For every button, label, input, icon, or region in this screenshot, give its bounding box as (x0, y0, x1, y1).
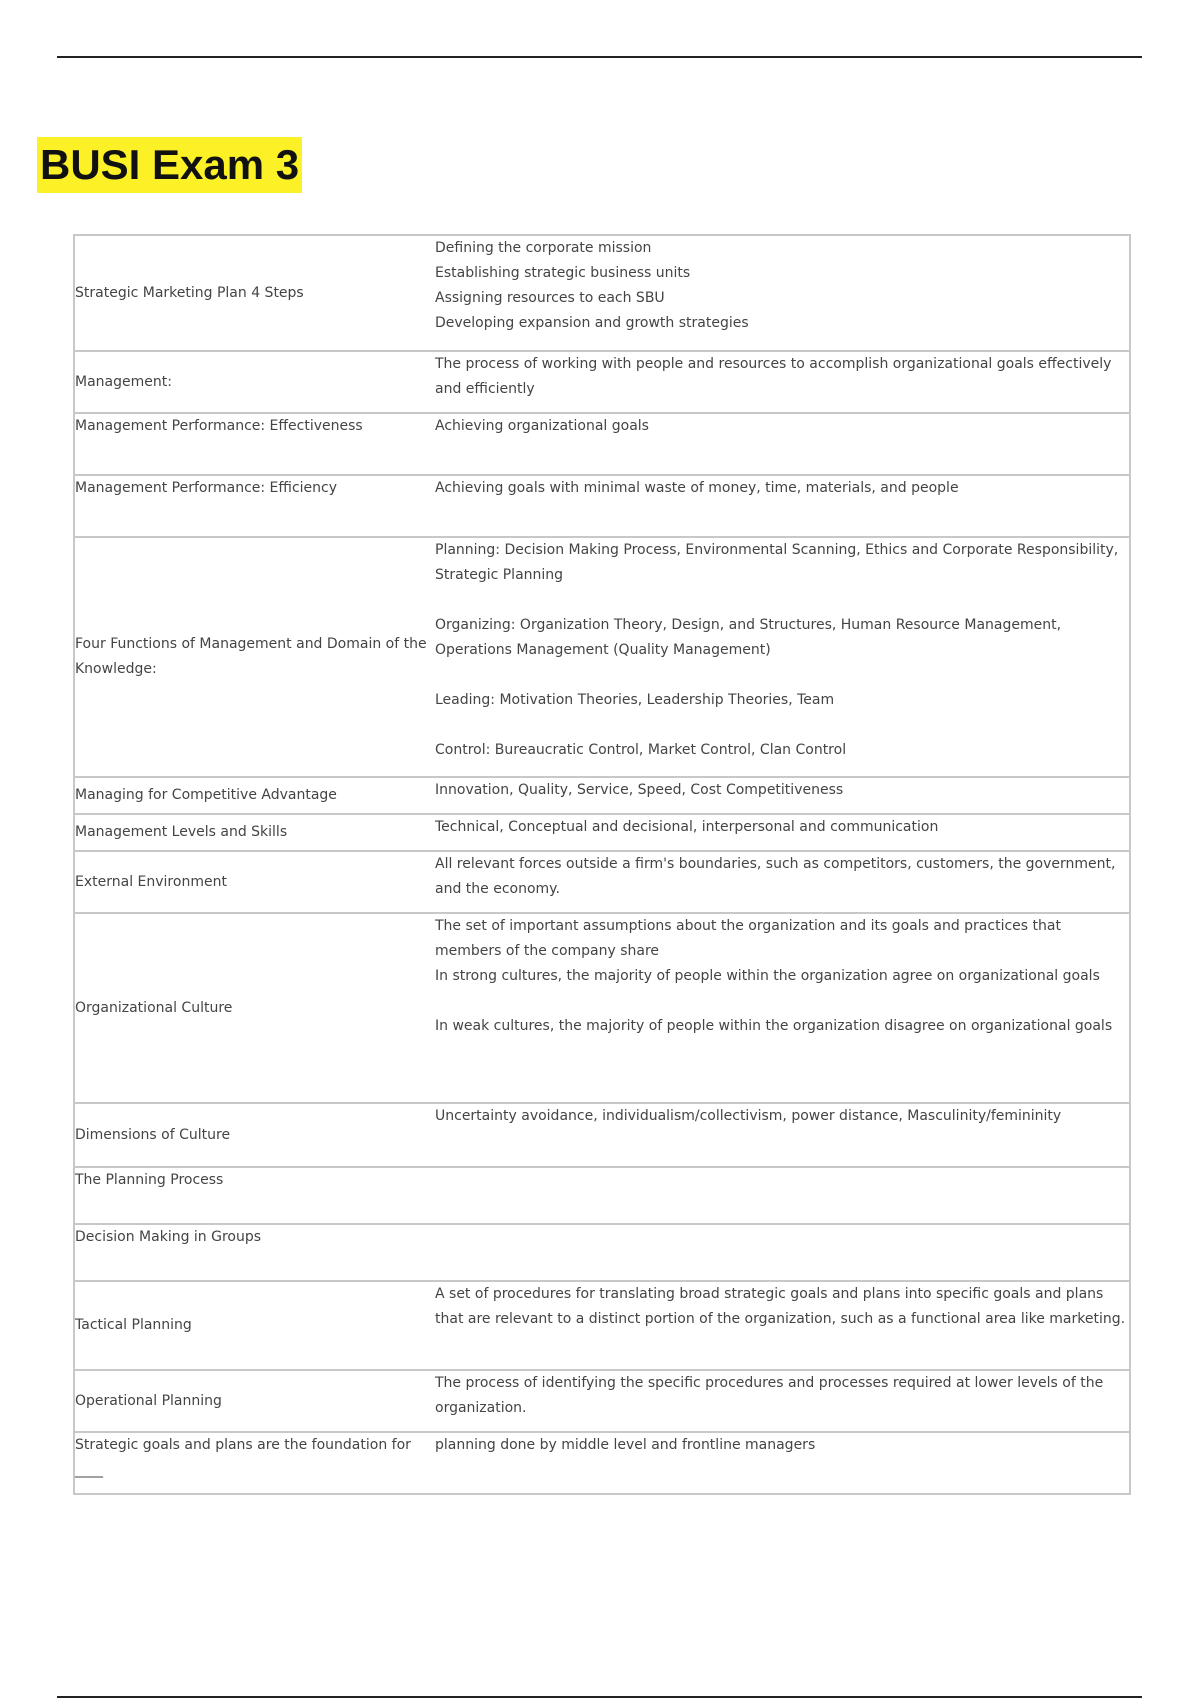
definition-cell (435, 351, 1130, 413)
term-cell (74, 475, 435, 537)
term-text: Decision Making in Groups (75, 1229, 262, 1245)
term-text: Management Performance: Efficiency (75, 480, 337, 496)
table-row (74, 851, 1130, 913)
definition-cell (435, 475, 1130, 537)
table-row (74, 1224, 1130, 1281)
table-row (74, 351, 1130, 413)
term-text: Strategic goals and plans are the foundation for ____ (75, 1437, 411, 1478)
definition-cell (435, 1167, 1130, 1224)
term-text: Management: (75, 373, 172, 390)
table-row (74, 777, 1130, 814)
term-cell (74, 413, 435, 475)
table-row (74, 1167, 1130, 1224)
table-row (74, 1432, 1130, 1494)
table-row (74, 475, 1130, 537)
table-row (74, 1281, 1130, 1370)
definition-cell (435, 1432, 1130, 1494)
document-title: BUSI Exam 3 (37, 137, 302, 193)
definition-line: All relevant forces outside a firm's boundaries, such as competitors, customers, the government, and the economy. (435, 856, 1116, 897)
term-text: Operational Planning (75, 1392, 222, 1409)
definition-line: planning done by middle level and frontline managers (435, 1437, 816, 1453)
term-cell (74, 1167, 435, 1224)
definition-line: Uncertainty avoidance, individualism/collectivism, power distance, Masculinity/femininity (435, 1108, 1062, 1124)
qa-table (73, 234, 1131, 1495)
table-row (74, 413, 1130, 475)
term-cell (74, 1432, 435, 1494)
term-text: Four Functions of Management and Domain of the Knowledge: (75, 636, 427, 677)
term-cell (74, 1281, 435, 1370)
definition-cell (435, 413, 1130, 475)
definition-line: The set of important assumptions about the organization and its goals and practices that members of the company share (435, 918, 1061, 959)
term-cell (74, 235, 435, 351)
term-text: External Environment (75, 873, 227, 890)
table-row (74, 537, 1130, 777)
bottom-rule (57, 1696, 1142, 1698)
definition-line: In weak cultures, the majority of people within the organization disagree on organizational goals (435, 1018, 1113, 1034)
definition-cell (435, 1281, 1130, 1370)
term-cell (74, 1224, 435, 1281)
definition-line: Assigning resources to each SBU (435, 290, 665, 306)
definition-line: Control: Bureaucratic Control, Market Control, Clan Control (435, 742, 847, 758)
term-text: Managing for Competitive Advantage (75, 787, 337, 803)
definition-line: Planning: Decision Making Process, Environmental Scanning, Ethics and Corporate Responsibility, Strategic Planning (435, 542, 1119, 583)
definition-cell (435, 1370, 1130, 1432)
definition-line: Developing expansion and growth strategies (435, 315, 749, 331)
table-row (74, 913, 1130, 1103)
definition-line: The process of working with people and resources to accomplish organizational goals effectively and efficiently (435, 356, 1112, 397)
definition-line: Innovation, Quality, Service, Speed, Cost Competitiveness (435, 782, 844, 798)
table-row (74, 1370, 1130, 1432)
term-cell (74, 814, 435, 851)
term-text: Organizational Culture (75, 999, 233, 1016)
paragraph-gap (435, 713, 1129, 738)
paragraph-gap (435, 989, 1129, 1014)
table-row (74, 814, 1130, 851)
definition-line: In strong cultures, the majority of people within the organization agree on organizational goals (435, 968, 1100, 984)
term-text: Strategic Marketing Plan 4 Steps (75, 284, 304, 301)
top-rule (57, 56, 1142, 58)
definition-line: Establishing strategic business units (435, 265, 691, 281)
definition-cell (435, 235, 1130, 351)
definition-cell (435, 1224, 1130, 1281)
definition-cell (435, 851, 1130, 913)
definition-line: Achieving goals with minimal waste of money, time, materials, and people (435, 480, 959, 496)
table-row (74, 235, 1130, 351)
term-cell (74, 1103, 435, 1167)
definition-line: Defining the corporate mission (435, 240, 652, 256)
definition-cell (435, 537, 1130, 777)
term-cell (74, 537, 435, 777)
term-cell (74, 351, 435, 413)
definition-line: The process of identifying the specific procedures and processes required at lower levels of the organization. (435, 1375, 1104, 1416)
paragraph-gap (435, 663, 1129, 688)
definition-line: A set of procedures for translating broad strategic goals and plans into specific goals and plans that are relevant to a distinct portion of the organization, such as a functional area like marketing. (435, 1286, 1126, 1327)
definition-line: Achieving organizational goals (435, 418, 649, 434)
definition-line: Leading: Motivation Theories, Leadership Theories, Team (435, 692, 835, 708)
definition-cell (435, 777, 1130, 814)
definition-line: Technical, Conceptual and decisional, interpersonal and communication (435, 819, 939, 835)
term-text: Dimensions of Culture (75, 1126, 231, 1143)
qa-table-body (74, 235, 1130, 1494)
term-cell (74, 1370, 435, 1432)
term-text: Tactical Planning (75, 1317, 192, 1333)
paragraph-gap (435, 588, 1129, 613)
term-cell (74, 777, 435, 814)
definition-cell (435, 814, 1130, 851)
term-text: The Planning Process (75, 1172, 224, 1188)
term-text: Management Levels and Skills (75, 824, 288, 840)
term-text: Management Performance: Effectiveness (75, 418, 363, 434)
term-cell (74, 913, 435, 1103)
term-cell (74, 851, 435, 913)
definition-line: Organizing: Organization Theory, Design, and Structures, Human Resource Management, Operations Management (Quality Management) (435, 617, 1062, 658)
table-row (74, 1103, 1130, 1167)
definition-cell (435, 913, 1130, 1103)
definition-cell (435, 1103, 1130, 1167)
